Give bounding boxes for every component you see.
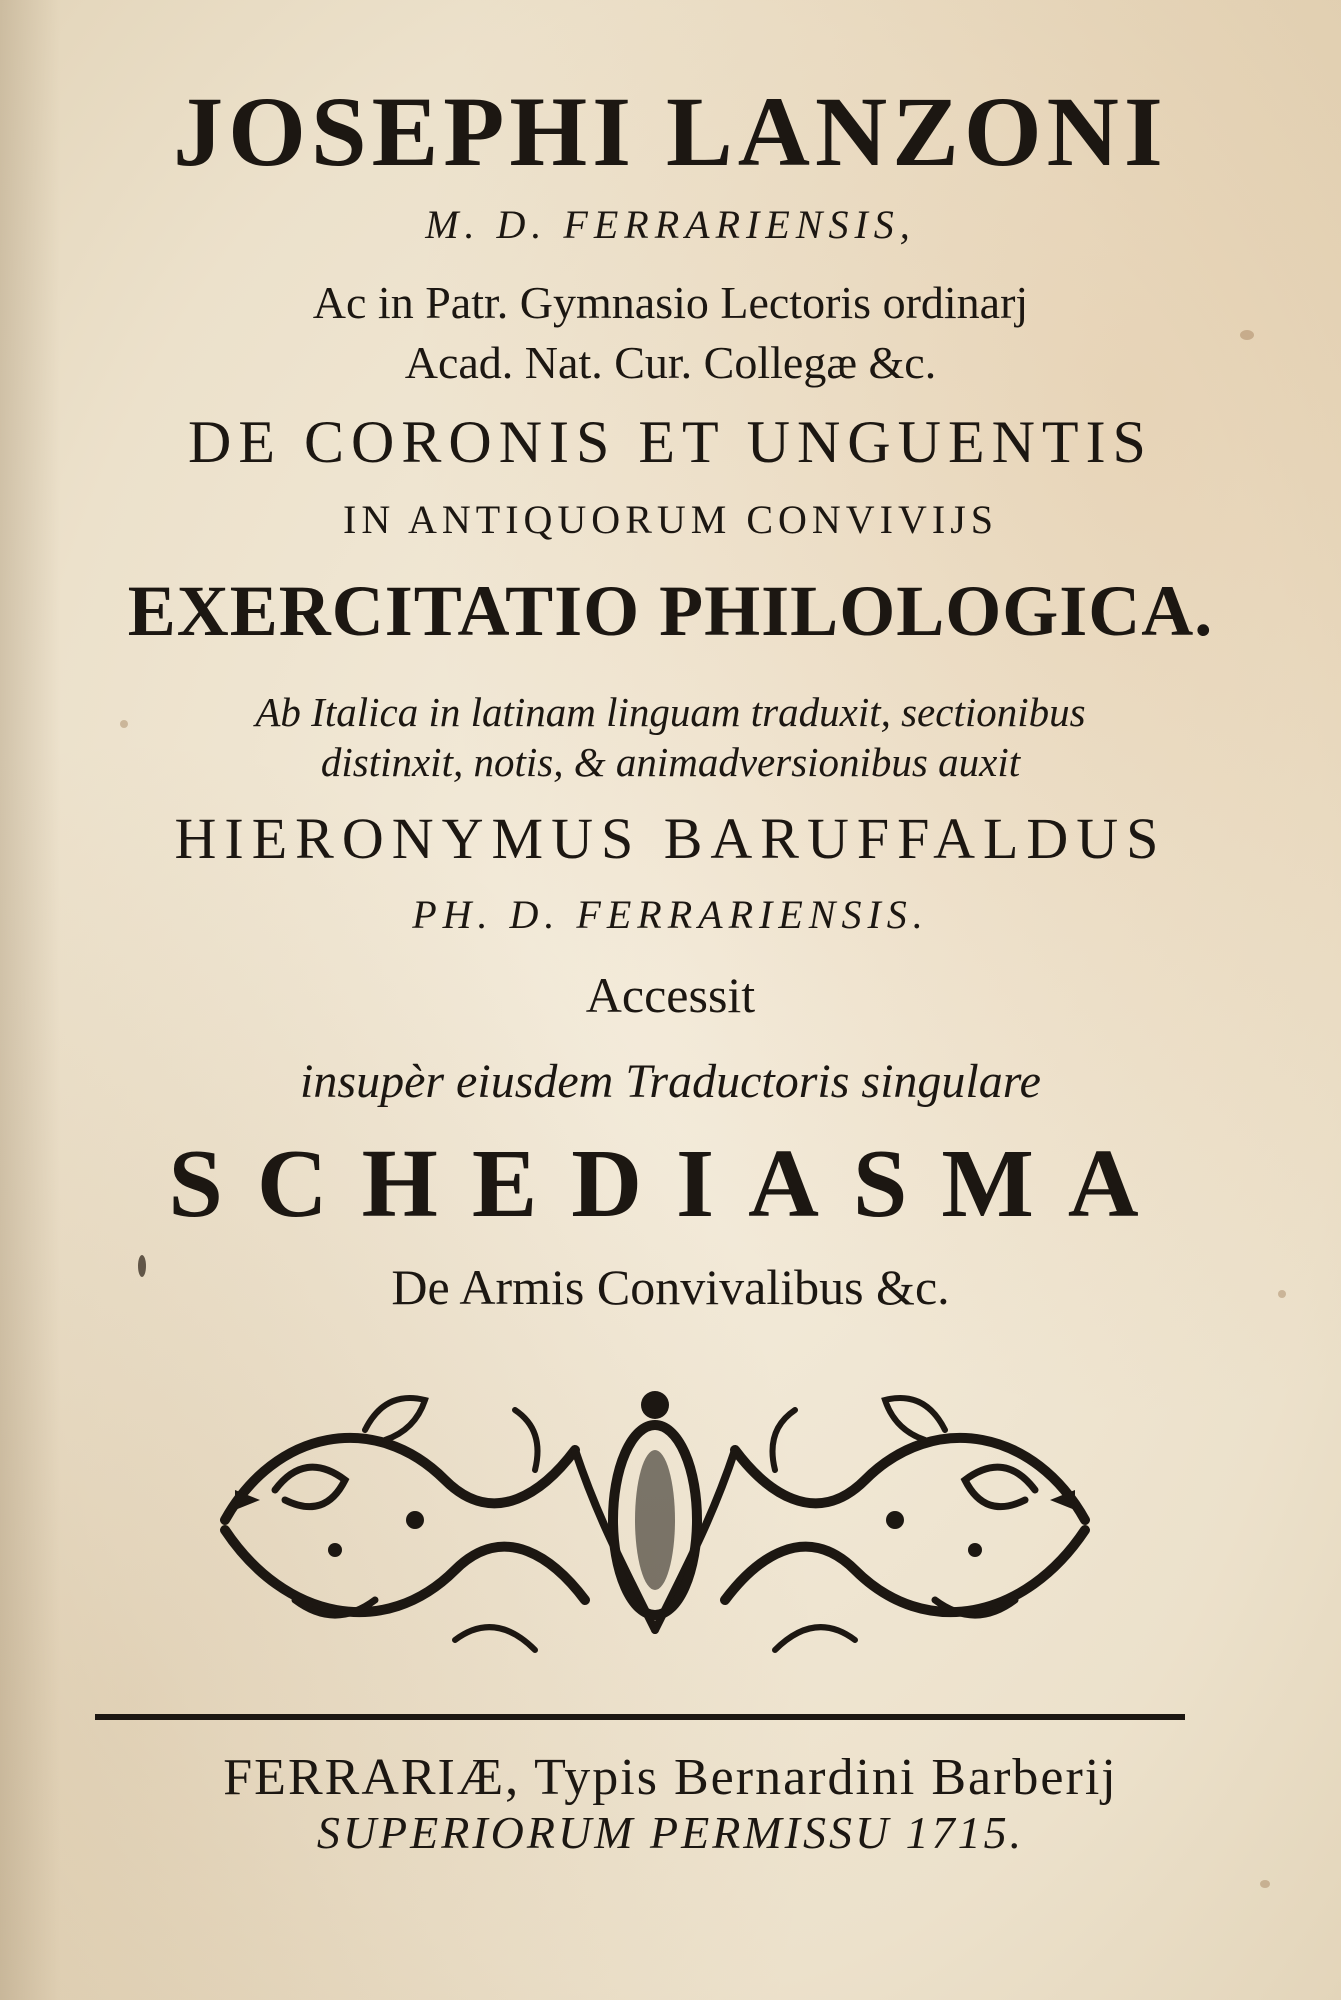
- translation-note-line-2: distinxit, notis, & animadversionibus auxit: [320, 739, 1021, 785]
- title-line-2: IN ANTIQUORUM CONVIVIJS: [343, 497, 998, 542]
- author-role-line-2: Acad. Nat. Cur. Collegæ &c.: [404, 337, 937, 388]
- page-edge-shadow: [0, 0, 60, 2000]
- foxing-spot: [1240, 330, 1254, 340]
- author-degree: M. D. FERRARIENSIS,: [425, 202, 916, 247]
- accessit-line: Accessit: [585, 967, 756, 1023]
- translator-degree: PH. D. FERRARIENSIS.: [412, 892, 929, 937]
- horizontal-rule: [95, 1712, 1185, 1722]
- floral-scroll-ornament-icon: [215, 1370, 1095, 1670]
- supplement-title: SCHEDIASMA: [168, 1130, 1173, 1238]
- author-name: JOSEPHI LANZONI: [173, 76, 1168, 187]
- supplement-subject: De Armis Convivalibus &c.: [391, 1259, 950, 1315]
- title-line-3: EXERCITATIO PHILOLOGICA.: [127, 571, 1214, 651]
- supplement-intro: insupèr eiusdem Traductoris singulare: [300, 1055, 1041, 1108]
- translator-name: HIERONYMUS BARUFFALDUS: [174, 806, 1167, 871]
- title-line-1: DE CORONIS ET UNGUENTIS: [188, 409, 1153, 475]
- imprint-permission-date: SUPERIORUM PERMISSU 1715.: [316, 1807, 1025, 1858]
- imprint-place-printer: FERRARIÆ, Typis Bernardini Barberij: [223, 1749, 1118, 1806]
- translation-note-line-1: Ab Italica in latinam linguam traduxit, sectionibus: [255, 689, 1086, 735]
- foxing-spot: [1260, 1880, 1270, 1888]
- author-role-line-1: Ac in Patr. Gymnasio Lectoris ordinarj: [312, 277, 1029, 328]
